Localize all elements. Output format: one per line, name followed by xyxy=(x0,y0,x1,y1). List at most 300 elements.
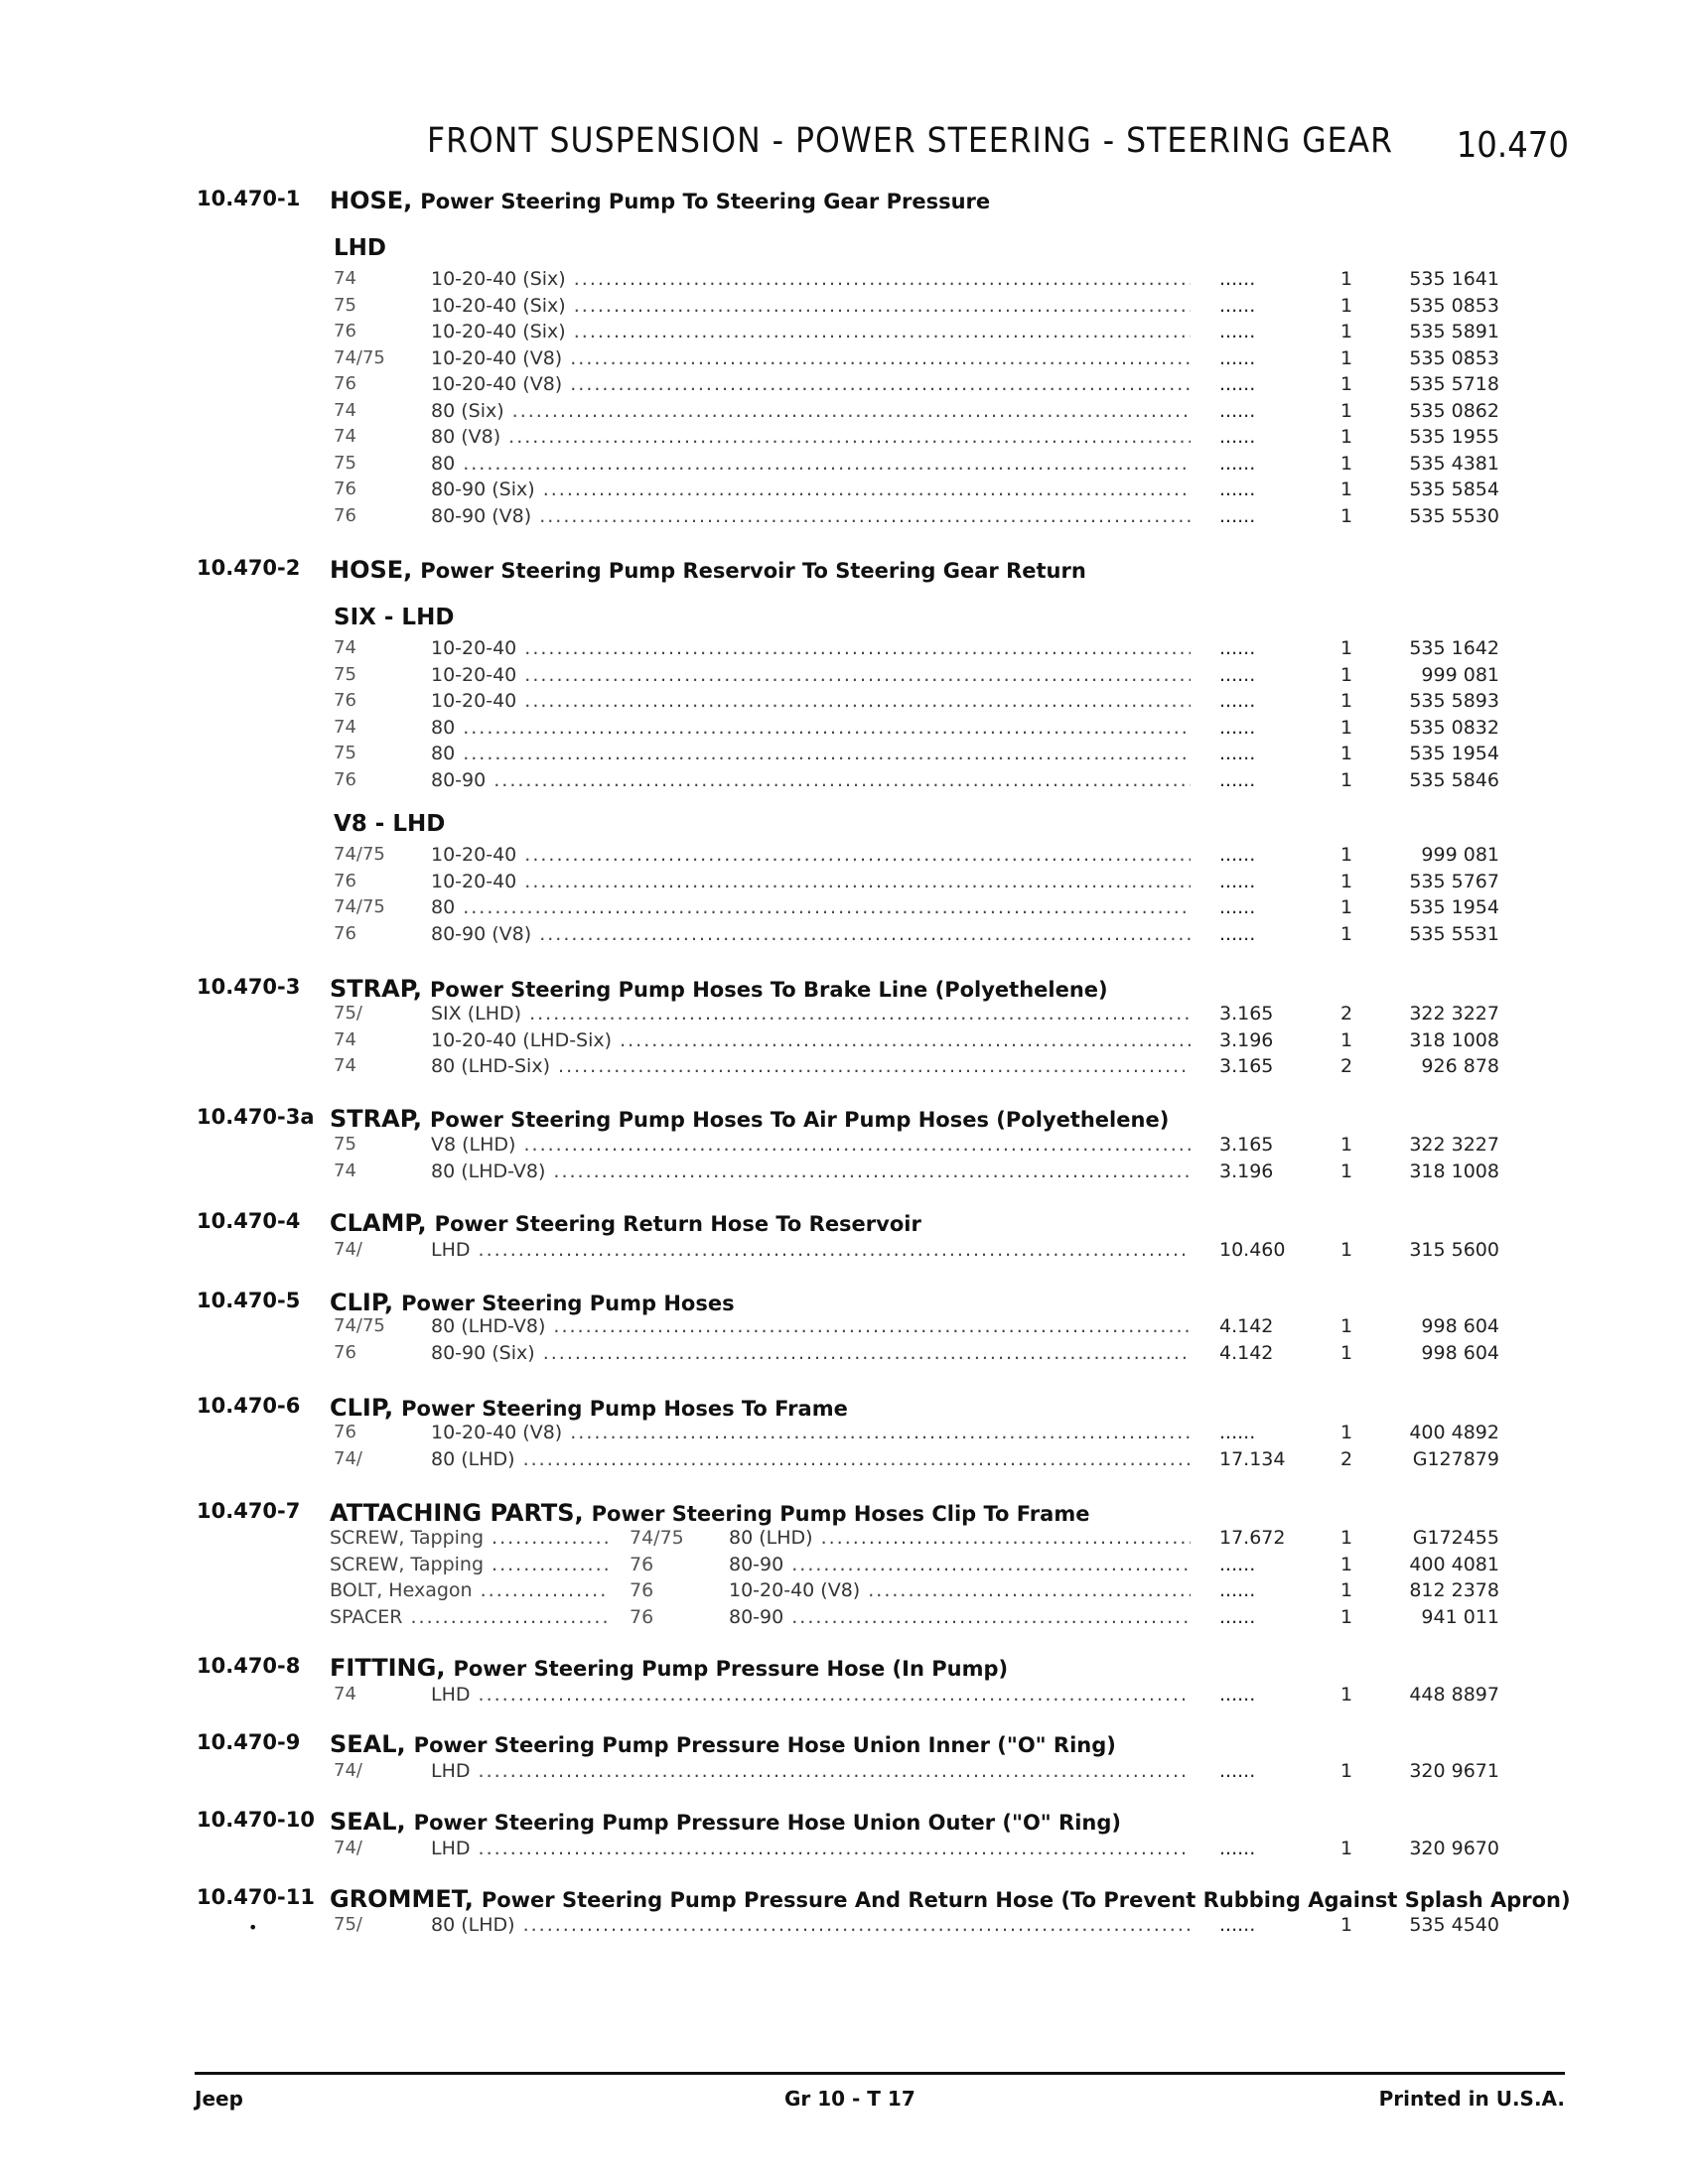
section-header xyxy=(0,1394,1688,1424)
application: 10-20-40 ..... xyxy=(431,871,1191,892)
section-header xyxy=(0,1885,1688,1915)
part-description: Power Steering Pump To Steering Gear Pressure xyxy=(420,190,991,213)
bullet-mark: • xyxy=(248,1918,258,1937)
section-number: 10.470-8 xyxy=(197,1654,301,1678)
list-item xyxy=(0,321,1688,346)
quantity: 1 xyxy=(1340,1341,1353,1364)
illustration-ref: 4.142 xyxy=(1219,1315,1274,1337)
part-number: 535 5891 xyxy=(1409,321,1499,342)
part-description: Power Steering Return Hose To Reservoir xyxy=(434,1212,921,1236)
model-year: 76 xyxy=(334,1341,356,1363)
part-name: HOSE, xyxy=(330,187,413,214)
model-year: 76 xyxy=(334,768,356,790)
list-item xyxy=(0,743,1688,768)
part-description: Power Steering Pump Pressure Hose Union Outer ("O" Ring) xyxy=(413,1811,1122,1835)
list-item xyxy=(0,505,1688,531)
model-year: 76 xyxy=(334,1422,356,1442)
quantity: 1 xyxy=(1340,346,1353,369)
part-description: Power Steering Pump Hoses To Brake Line (Polyethelene) xyxy=(430,978,1108,1002)
quantity: 1 xyxy=(1340,637,1353,659)
list-item xyxy=(0,1760,1688,1786)
illustration-ref: ...... xyxy=(1219,768,1256,791)
list-item xyxy=(0,1422,1688,1447)
part-number: 320 9671 xyxy=(1409,1760,1499,1782)
model-year: 76 xyxy=(630,1553,654,1575)
quantity: 1 xyxy=(1340,268,1353,290)
quantity: 1 xyxy=(1340,922,1353,945)
part-number: G127879 xyxy=(1412,1447,1499,1470)
quantity: 1 xyxy=(1340,896,1353,918)
part-description: Power Steering Pump Pressure And Return Hose (To Prevent Rubbing Against Splash Apron) xyxy=(481,1888,1571,1912)
quantity: 1 xyxy=(1340,399,1353,422)
part-number: 535 0862 xyxy=(1409,399,1499,422)
illustration-ref: ...... xyxy=(1219,1914,1256,1936)
model-year: 74/ xyxy=(334,1447,362,1469)
part-type: BOLT, Hexagon ..... xyxy=(330,1579,608,1601)
application: SIX (LHD) ..... xyxy=(431,1003,1191,1024)
application: 80-90 ..... xyxy=(729,1554,1191,1575)
quantity: 1 xyxy=(1340,870,1353,892)
part-type: SPACER ..... xyxy=(330,1606,608,1628)
application: LHD ..... xyxy=(431,1760,1191,1782)
part-number: 535 0832 xyxy=(1409,716,1499,739)
quantity: 1 xyxy=(1340,294,1353,317)
illustration-ref: ...... xyxy=(1219,1553,1256,1575)
application: 80-90 (Six) ..... xyxy=(431,478,1191,500)
footer-print-note: Printed in U.S.A. xyxy=(1378,2087,1565,2111)
section-title xyxy=(330,1289,735,1316)
part-number: 535 1954 xyxy=(1409,743,1499,764)
part-number: 535 1954 xyxy=(1409,896,1499,918)
part-number: 535 5893 xyxy=(1409,690,1499,712)
application: 10-20-40 (Six) ..... xyxy=(431,295,1191,317)
illustration-ref: 3.165 xyxy=(1219,1134,1274,1156)
part-name: GROMMET, xyxy=(330,1885,474,1913)
section-header xyxy=(0,975,1688,1005)
illustration-ref: 3.196 xyxy=(1219,1028,1274,1051)
illustration-ref: ...... xyxy=(1219,896,1256,918)
part-number: 322 3227 xyxy=(1409,1003,1499,1024)
illustration-ref: ...... xyxy=(1219,1684,1256,1706)
application: 80 ..... xyxy=(431,896,1191,918)
list-item xyxy=(0,769,1688,795)
part-name: SEAL, xyxy=(330,1808,406,1836)
quantity: 1 xyxy=(1340,663,1353,686)
quantity: 1 xyxy=(1340,1422,1353,1443)
application: 10-20-40 (V8) ..... xyxy=(431,1422,1191,1443)
application: 80-90 ..... xyxy=(729,1606,1191,1628)
model-year: 76 xyxy=(334,922,356,944)
list-item xyxy=(0,844,1688,870)
part-number: 812 2378 xyxy=(1409,1579,1499,1601)
application: 80 ..... xyxy=(431,453,1191,475)
part-number: 448 8897 xyxy=(1409,1684,1499,1706)
application: 80-90 (V8) ..... xyxy=(431,923,1191,945)
model-year: 74/75 xyxy=(334,1315,385,1336)
attaching-part-row xyxy=(0,1527,1688,1553)
attaching-part-row xyxy=(0,1554,1688,1579)
part-type: SCREW, Tapping ..... xyxy=(330,1554,608,1575)
model-year: 74 xyxy=(334,268,356,289)
quantity: 2 xyxy=(1340,1055,1353,1077)
part-number: 535 5767 xyxy=(1409,870,1499,892)
attaching-part-row xyxy=(0,1579,1688,1605)
section-header xyxy=(0,1808,1688,1838)
quantity: 1 xyxy=(1340,768,1353,791)
illustration-ref: ...... xyxy=(1219,452,1256,475)
illustration-ref: ...... xyxy=(1219,268,1256,290)
list-item xyxy=(0,1160,1688,1186)
model-year: 76 xyxy=(334,504,356,526)
list-item xyxy=(0,1239,1688,1265)
model-year: 76 xyxy=(334,690,356,711)
group-label: SIX - LHD xyxy=(334,605,455,630)
list-item xyxy=(0,1055,1688,1081)
part-name: FITTING, xyxy=(330,1654,446,1682)
model-year: 75/ xyxy=(334,1003,362,1024)
part-number: G172455 xyxy=(1412,1527,1499,1549)
section-number: 10.470-9 xyxy=(197,1730,301,1754)
section-number: 10.470-1 xyxy=(197,187,301,210)
model-year: 74 xyxy=(334,637,356,658)
model-year: 74 xyxy=(334,1028,356,1050)
quantity: 2 xyxy=(1340,1447,1353,1470)
list-item xyxy=(0,1342,1688,1368)
part-description: Power Steering Pump Reservoir To Steering Gear Return xyxy=(420,559,1086,583)
list-item xyxy=(0,1134,1688,1160)
list-item xyxy=(0,664,1688,690)
part-number: 315 5600 xyxy=(1409,1239,1499,1261)
illustration-ref: ...... xyxy=(1219,321,1256,342)
section-title xyxy=(330,187,990,214)
quantity: 1 xyxy=(1340,690,1353,712)
part-number: 320 9670 xyxy=(1409,1838,1499,1859)
quantity: 1 xyxy=(1340,504,1353,527)
illustration-ref: ...... xyxy=(1219,743,1256,764)
part-number: 535 5531 xyxy=(1409,922,1499,945)
part-type: SCREW, Tapping ..... xyxy=(330,1527,608,1549)
section-number: 10.470-11 xyxy=(197,1885,315,1909)
illustration-ref: ...... xyxy=(1219,504,1256,527)
illustration-ref: ...... xyxy=(1219,663,1256,686)
model-year: 74/ xyxy=(334,1760,362,1781)
list-item xyxy=(0,373,1688,399)
list-item xyxy=(0,1684,1688,1709)
quantity: 2 xyxy=(1340,1003,1353,1024)
application: V8 (LHD) ..... xyxy=(431,1134,1191,1156)
part-number: 535 5854 xyxy=(1409,478,1499,500)
illustration-ref: 17.134 xyxy=(1219,1447,1286,1470)
section-title xyxy=(330,1209,921,1237)
list-item xyxy=(0,1003,1688,1028)
section-code: 10.470 xyxy=(1456,125,1569,166)
application: 10-20-40 (LHD-Six) ..... xyxy=(431,1029,1191,1051)
page-title: FRONT SUSPENSION - POWER STEERING - STEERING GEAR xyxy=(427,121,1393,161)
model-year: 76 xyxy=(334,321,356,341)
list-item xyxy=(0,453,1688,478)
illustration-ref: ...... xyxy=(1219,637,1256,659)
application: LHD ..... xyxy=(431,1684,1191,1706)
section-header xyxy=(0,1499,1688,1529)
part-number: 998 604 xyxy=(1421,1341,1499,1364)
section-number: 10.470-3 xyxy=(197,975,301,999)
list-item xyxy=(0,690,1688,716)
model-year: 76 xyxy=(334,870,356,891)
section-header xyxy=(0,1730,1688,1760)
quantity: 1 xyxy=(1340,1553,1353,1575)
group-label: V8 - LHD xyxy=(334,811,446,837)
part-number: 535 5718 xyxy=(1409,373,1499,395)
part-name: STRAP, xyxy=(330,1105,423,1133)
section-title xyxy=(330,1394,848,1422)
list-item xyxy=(0,400,1688,426)
footer-group-code: Gr 10 - T 17 xyxy=(784,2087,915,2111)
part-number: 535 5846 xyxy=(1409,768,1499,791)
section-number: 10.470-6 xyxy=(197,1394,301,1418)
quantity: 1 xyxy=(1340,1605,1353,1628)
illustration-ref: ...... xyxy=(1219,478,1256,500)
part-name: SEAL, xyxy=(330,1730,406,1758)
section-title xyxy=(330,1499,1089,1527)
part-number: 999 081 xyxy=(1421,844,1499,866)
application: 80-90 ..... xyxy=(431,769,1191,791)
application: 80 (Six) ..... xyxy=(431,400,1191,422)
illustration-ref: ...... xyxy=(1219,1760,1256,1782)
application: 80 (LHD-V8) ..... xyxy=(431,1315,1191,1337)
part-description: Power Steering Pump Pressure Hose (In Pump) xyxy=(453,1657,1009,1681)
illustration-ref: ...... xyxy=(1219,1422,1256,1443)
part-number: 400 4081 xyxy=(1409,1553,1499,1575)
part-number: 535 1641 xyxy=(1409,268,1499,290)
application: 10-20-40 ..... xyxy=(431,664,1191,686)
illustration-ref: ...... xyxy=(1219,1579,1256,1601)
part-description: Power Steering Pump Hoses Clip To Frame xyxy=(591,1502,1090,1526)
part-number: 941 011 xyxy=(1421,1605,1499,1628)
model-year: 74 xyxy=(334,1160,356,1181)
part-number: 318 1008 xyxy=(1409,1028,1499,1051)
illustration-ref: ...... xyxy=(1219,716,1256,739)
application: LHD ..... xyxy=(431,1239,1191,1261)
quantity: 1 xyxy=(1340,1914,1353,1936)
model-year: 75 xyxy=(334,743,356,763)
quantity: 1 xyxy=(1340,426,1353,448)
application: LHD ..... xyxy=(431,1838,1191,1859)
part-number: 322 3227 xyxy=(1409,1134,1499,1156)
section-header xyxy=(0,187,1688,216)
list-item xyxy=(0,637,1688,663)
model-year: 74/75 xyxy=(334,896,385,917)
quantity: 1 xyxy=(1340,1028,1353,1051)
illustration-ref: ...... xyxy=(1219,844,1256,866)
section-header xyxy=(0,1105,1688,1135)
part-name: HOSE, xyxy=(330,556,413,584)
part-number: 535 0853 xyxy=(1409,346,1499,369)
section-number: 10.470-7 xyxy=(197,1499,301,1523)
list-item xyxy=(0,347,1688,373)
section-number: 10.470-4 xyxy=(197,1209,301,1233)
part-number: 535 1955 xyxy=(1409,426,1499,448)
application: 80-90 (Six) ..... xyxy=(431,1342,1191,1364)
part-name: CLIP, xyxy=(330,1289,394,1316)
section-title xyxy=(330,1808,1121,1836)
part-number: 535 1642 xyxy=(1409,637,1499,659)
part-description: Power Steering Pump Hoses To Air Pump Hoses (Polyethelene) xyxy=(430,1108,1170,1132)
application: 10-20-40 (V8) ..... xyxy=(729,1579,1191,1601)
quantity: 1 xyxy=(1340,1760,1353,1782)
model-year: 74 xyxy=(334,1055,356,1076)
part-number: 999 081 xyxy=(1421,663,1499,686)
quantity: 1 xyxy=(1340,716,1353,739)
footer-brand: Jeep xyxy=(195,2087,243,2111)
list-item xyxy=(0,478,1688,504)
part-description: Power Steering Pump Hoses xyxy=(401,1292,735,1315)
list-item xyxy=(0,268,1688,294)
part-number: 535 4540 xyxy=(1409,1914,1499,1936)
illustration-ref: ...... xyxy=(1219,426,1256,448)
list-item xyxy=(0,1315,1688,1341)
part-number: 535 0853 xyxy=(1409,294,1499,317)
application: 80 (LHD-Six) ..... xyxy=(431,1055,1191,1077)
application: 10-20-40 (Six) ..... xyxy=(431,321,1191,342)
application: 10-20-40 (V8) ..... xyxy=(431,347,1191,369)
quantity: 1 xyxy=(1340,1684,1353,1706)
section-header xyxy=(0,556,1688,586)
model-year: 74/75 xyxy=(334,844,385,865)
section-number: 10.470-10 xyxy=(197,1808,315,1832)
list-item xyxy=(0,426,1688,452)
quantity: 1 xyxy=(1340,452,1353,475)
quantity: 1 xyxy=(1340,1239,1353,1261)
application: 80 ..... xyxy=(431,717,1191,739)
model-year: 74 xyxy=(334,426,356,447)
application: 80 (LHD) ..... xyxy=(431,1448,1191,1470)
part-description: Power Steering Pump Hoses To Frame xyxy=(401,1397,848,1421)
model-year: 74/75 xyxy=(630,1527,684,1549)
model-year: 76 xyxy=(334,478,356,499)
model-year: 75 xyxy=(334,294,356,316)
quantity: 1 xyxy=(1340,1579,1353,1601)
application: 80-90 (V8) ..... xyxy=(431,505,1191,527)
part-name: CLIP, xyxy=(330,1394,394,1422)
part-name: STRAP, xyxy=(330,975,423,1003)
list-item xyxy=(0,871,1688,896)
illustration-ref: 3.165 xyxy=(1219,1055,1274,1077)
illustration-ref: ...... xyxy=(1219,870,1256,892)
section-title xyxy=(330,556,1086,584)
illustration-ref: ...... xyxy=(1219,399,1256,422)
part-number: 535 4381 xyxy=(1409,452,1499,475)
quantity: 1 xyxy=(1340,1160,1353,1182)
application: 10-20-40 ..... xyxy=(431,637,1191,659)
quantity: 1 xyxy=(1340,1134,1353,1156)
section-title xyxy=(330,1885,1571,1913)
section-title xyxy=(330,1654,1008,1682)
section-title xyxy=(330,1105,1169,1133)
illustration-ref: 4.142 xyxy=(1219,1341,1274,1364)
list-item xyxy=(0,717,1688,743)
quantity: 1 xyxy=(1340,321,1353,342)
illustration-ref: 3.196 xyxy=(1219,1160,1274,1182)
model-year: 74/ xyxy=(334,1239,362,1260)
quantity: 1 xyxy=(1340,1315,1353,1337)
illustration-ref: ...... xyxy=(1219,1605,1256,1628)
application: 80 ..... xyxy=(431,743,1191,764)
section-number: 10.470-3a xyxy=(197,1105,315,1129)
illustration-ref: 10.460 xyxy=(1219,1239,1286,1261)
model-year: 75 xyxy=(334,1134,356,1155)
model-year: 74 xyxy=(334,716,356,738)
application: 10-20-40 (V8) ..... xyxy=(431,373,1191,395)
illustration-ref: ...... xyxy=(1219,922,1256,945)
part-number: 535 5530 xyxy=(1409,504,1499,527)
section-header xyxy=(0,1209,1688,1239)
quantity: 1 xyxy=(1340,844,1353,866)
list-item xyxy=(0,295,1688,321)
section-header xyxy=(0,1289,1688,1318)
model-year: 74/75 xyxy=(334,346,385,368)
part-name: ATTACHING PARTS, xyxy=(330,1499,584,1527)
part-number: 400 4892 xyxy=(1409,1422,1499,1443)
list-item xyxy=(0,1029,1688,1055)
application: 10-20-40 ..... xyxy=(431,690,1191,712)
section-title xyxy=(330,975,1108,1003)
application: 80 (LHD) ..... xyxy=(431,1914,1191,1936)
illustration-ref: 3.165 xyxy=(1219,1003,1274,1024)
quantity: 1 xyxy=(1340,1527,1353,1549)
application: 80 (V8) ..... xyxy=(431,426,1191,448)
quantity: 1 xyxy=(1340,743,1353,764)
model-year: 75 xyxy=(334,452,356,474)
quantity: 1 xyxy=(1340,478,1353,500)
list-item xyxy=(0,896,1688,922)
attaching-part-row xyxy=(0,1606,1688,1632)
model-year: 74/ xyxy=(334,1838,362,1858)
quantity: 1 xyxy=(1340,373,1353,395)
illustration-ref: 17.672 xyxy=(1219,1527,1286,1549)
group-label: LHD xyxy=(334,235,386,261)
list-item xyxy=(0,1448,1688,1474)
illustration-ref: ...... xyxy=(1219,690,1256,712)
illustration-ref: ...... xyxy=(1219,294,1256,317)
list-item xyxy=(0,923,1688,949)
model-year: 76 xyxy=(630,1605,654,1628)
illustration-ref: ...... xyxy=(1219,346,1256,369)
section-number: 10.470-5 xyxy=(197,1289,301,1312)
model-year: 74 xyxy=(334,399,356,421)
model-year: 75 xyxy=(334,663,356,685)
model-year: 74 xyxy=(334,1684,356,1705)
part-number: 998 604 xyxy=(1421,1315,1499,1337)
application: 10-20-40 ..... xyxy=(431,844,1191,866)
application: 80 (LHD-V8) ..... xyxy=(431,1160,1191,1182)
section-title xyxy=(330,1730,1116,1758)
model-year: 76 xyxy=(334,373,356,394)
footer-divider xyxy=(195,2072,1565,2075)
part-number: 318 1008 xyxy=(1409,1160,1499,1182)
application: 10-20-40 (Six) ..... xyxy=(431,268,1191,290)
application: 80 (LHD) ..... xyxy=(729,1527,1191,1549)
model-year: 76 xyxy=(630,1579,654,1601)
section-number: 10.470-2 xyxy=(197,556,301,580)
illustration-ref: ...... xyxy=(1219,1838,1256,1859)
quantity: 1 xyxy=(1340,1838,1353,1859)
part-number: 926 878 xyxy=(1421,1055,1499,1077)
illustration-ref: ...... xyxy=(1219,373,1256,395)
list-item xyxy=(0,1838,1688,1863)
model-year: 75/ xyxy=(334,1914,362,1935)
part-name: CLAMP, xyxy=(330,1209,427,1237)
section-header xyxy=(0,1654,1688,1684)
